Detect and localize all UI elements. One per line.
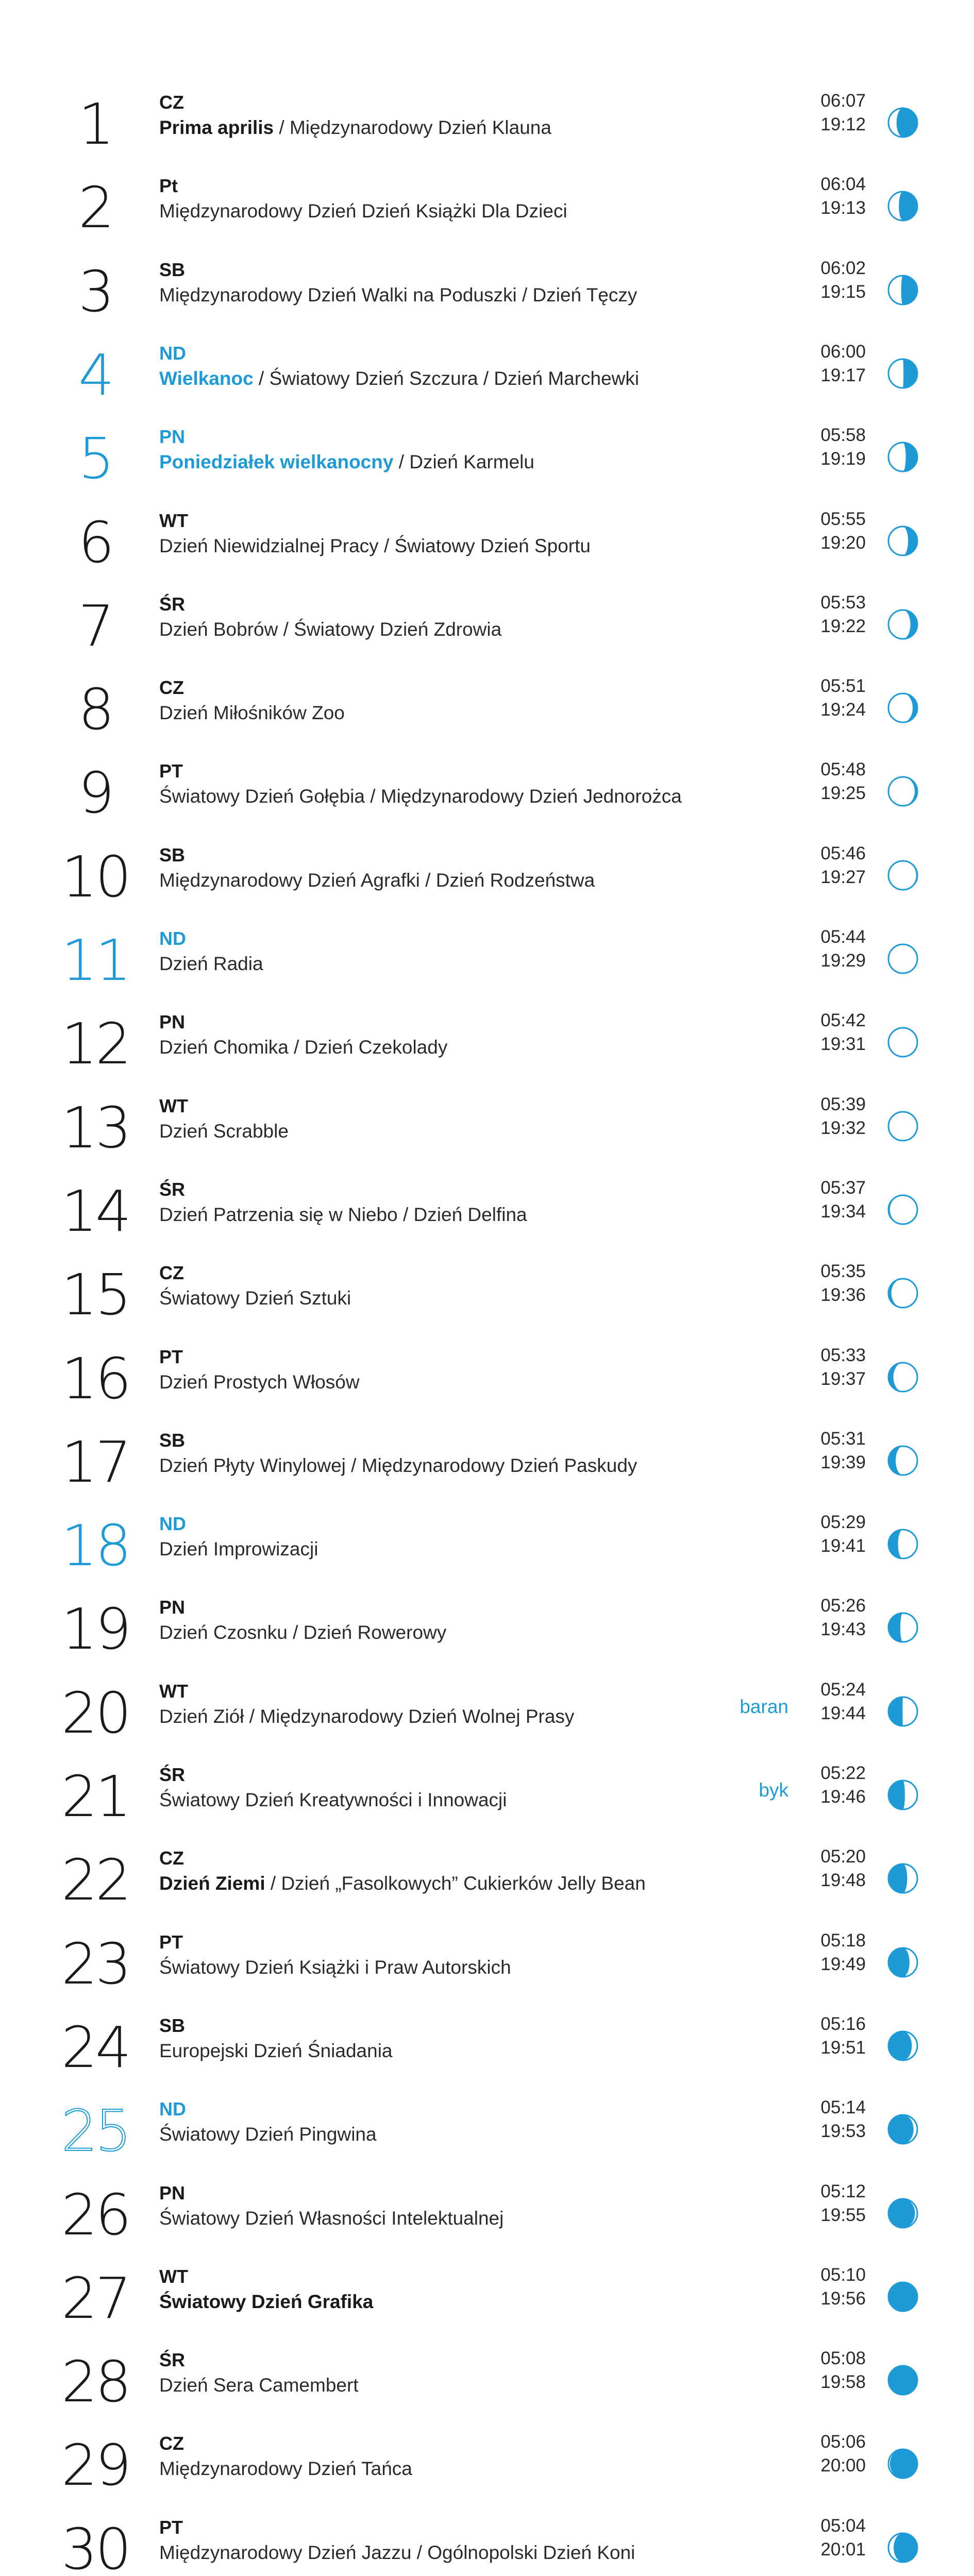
day-row xyxy=(0,1426,974,1509)
observance-text: Dzień Ziół / Międzynarodowy Dzień Wolnej Prasy xyxy=(159,1705,575,1727)
day-row xyxy=(0,2178,974,2261)
day-row xyxy=(0,2011,974,2094)
sunset-time: 19:53 xyxy=(820,2121,866,2142)
sunrise-time: 06:00 xyxy=(820,341,866,362)
moon-phase-icon xyxy=(885,774,920,809)
day-row xyxy=(0,1091,974,1174)
observance-text: Międzynarodowy Dzień Walki na Poduszki / Dzień Tęczy xyxy=(159,284,637,306)
weekday-label: PT xyxy=(159,1931,183,1953)
moon-phase-icon xyxy=(885,2196,920,2231)
observance-text: Światowy Dzień Pingwina xyxy=(159,2124,377,2145)
moon-phase-icon xyxy=(885,1025,920,1060)
sunrise-time: 05:42 xyxy=(820,1010,866,1031)
observance-text: Międzynarodowy Dzień Tańca xyxy=(159,2458,412,2480)
moon-phase-icon xyxy=(885,439,920,474)
day-observances xyxy=(159,1370,360,1394)
day-observances xyxy=(159,116,551,140)
sunset-time: 19:34 xyxy=(820,1201,866,1222)
sunrise-time: 05:24 xyxy=(820,1679,866,1700)
sun-times xyxy=(788,842,866,889)
sunset-time: 19:31 xyxy=(820,1034,866,1055)
day-number: 26 xyxy=(61,2181,129,2248)
day-row xyxy=(0,2513,974,2576)
sunset-time: 19:51 xyxy=(820,2037,866,2058)
sunset-time: 19:44 xyxy=(820,1703,866,1723)
sunrise-time: 05:08 xyxy=(820,2348,866,2369)
day-number: 14 xyxy=(61,1178,129,1244)
sunrise-time: 05:51 xyxy=(820,676,866,697)
day-row xyxy=(0,1509,974,1592)
day-observances xyxy=(159,618,501,641)
day-number: 16 xyxy=(61,1345,129,1412)
day-number: 15 xyxy=(61,1262,129,1328)
sun-times xyxy=(788,758,866,805)
moon-phase-icon xyxy=(885,1192,920,1227)
observance-text: Dzień Radia xyxy=(159,953,263,974)
day-row xyxy=(0,756,974,839)
sunrise-time: 05:12 xyxy=(820,2181,866,2201)
observance-text: / Międzynarodowy Dzień Klauna xyxy=(274,117,551,138)
weekday-label: ŚR xyxy=(159,1178,186,1200)
sunrise-time: 05:58 xyxy=(820,425,866,446)
moon-phase-icon xyxy=(885,1777,920,1812)
day-row xyxy=(0,589,974,672)
sunset-time: 19:55 xyxy=(820,2205,866,2225)
observance-text: Światowy Dzień Sztuki xyxy=(159,1287,351,1309)
moon-phase-icon xyxy=(885,690,920,725)
day-row xyxy=(0,1843,974,1926)
moon-phase-icon xyxy=(885,2279,920,2314)
weekday-label: PT xyxy=(159,760,183,782)
moon-phase-icon xyxy=(885,941,920,976)
day-number: 3 xyxy=(78,258,112,325)
day-row xyxy=(0,2262,974,2345)
sun-times xyxy=(788,340,866,387)
sun-times xyxy=(788,257,866,304)
sunrise-time: 05:29 xyxy=(820,1512,866,1533)
observance-text: Dzień Czosnku / Dzień Rowerowy xyxy=(159,1622,447,1643)
day-row xyxy=(0,2094,974,2177)
day-observances xyxy=(159,1537,318,1561)
day-observances xyxy=(159,534,591,558)
sunrise-time: 05:48 xyxy=(820,759,866,780)
sunset-time: 19:27 xyxy=(820,867,866,887)
sun-times xyxy=(788,2096,866,2143)
observance-text: Europejski Dzień Śniadania xyxy=(159,2040,393,2061)
day-observances xyxy=(159,2457,412,2481)
moon-phase-icon xyxy=(885,1527,920,1562)
sun-times xyxy=(788,1093,866,1140)
observance-text: Dzień Patrzenia się w Niebo / Dzień Delfina xyxy=(159,1204,527,1225)
day-observances xyxy=(159,1036,447,1059)
sunrise-time: 05:18 xyxy=(820,1930,866,1951)
day-number: 23 xyxy=(61,1930,129,1997)
sunset-time: 19:39 xyxy=(820,1452,866,1472)
sunset-time: 19:29 xyxy=(820,951,866,971)
observance-text: / Dzień Karmelu xyxy=(393,451,534,473)
day-number: 10 xyxy=(61,843,129,910)
observance-text: Dzień Bobrów / Światowy Dzień Zdrowia xyxy=(159,618,502,640)
sun-times xyxy=(788,423,866,471)
day-observances xyxy=(159,952,263,976)
sun-times xyxy=(788,1427,866,1475)
weekday-label: ND xyxy=(159,1513,186,1535)
day-number: 19 xyxy=(61,1596,129,1663)
weekday-label: Pt xyxy=(159,175,178,197)
day-number: 12 xyxy=(61,1011,129,1077)
day-number: 1 xyxy=(78,91,112,157)
observance-text: / Dzień „Fasolkowych” Cukierków Jelly Bean xyxy=(265,1873,646,1894)
day-observances xyxy=(159,1286,351,1310)
observance-text: Międzynarodowy Dzień Jazzu / Ogólnopolski Dzień Koni xyxy=(159,2541,635,2563)
weekday-label: WT xyxy=(159,1680,188,1702)
day-observances xyxy=(159,1705,574,1728)
sunrise-time: 05:04 xyxy=(820,2515,866,2536)
moon-phase-icon xyxy=(885,2530,920,2565)
observance-text: Światowy Dzień Kreatywności i Innowacji xyxy=(159,1789,507,1810)
day-number: 18 xyxy=(61,1513,129,1579)
weekday-label: WT xyxy=(159,1095,188,1116)
sunrise-time: 05:53 xyxy=(820,592,866,613)
weekday-label: ND xyxy=(159,2098,186,2120)
day-observances xyxy=(159,1621,446,1645)
sunrise-time: 05:33 xyxy=(820,1345,866,1365)
sunrise-time: 05:46 xyxy=(820,843,866,863)
sunset-time: 19:19 xyxy=(820,449,866,469)
sunrise-time: 06:02 xyxy=(820,258,866,278)
day-row xyxy=(0,255,974,338)
weekday-label: ŚR xyxy=(159,1764,186,1785)
sun-times xyxy=(788,2012,866,2060)
day-row xyxy=(0,673,974,756)
sunset-time: 19:48 xyxy=(820,1870,866,1891)
day-number: 20 xyxy=(61,1680,129,1746)
moon-phase-icon xyxy=(885,858,920,893)
sunset-time: 19:15 xyxy=(820,281,866,302)
sun-times xyxy=(788,1176,866,1224)
day-observances xyxy=(159,1203,527,1227)
sun-times xyxy=(788,507,866,555)
moon-phase-icon xyxy=(885,523,920,558)
moon-phase-icon xyxy=(885,607,920,642)
sunset-time: 19:49 xyxy=(820,1954,866,1974)
weekday-label: PN xyxy=(159,1597,186,1618)
day-number: 25 xyxy=(61,2098,129,2164)
sun-times xyxy=(788,2347,866,2394)
sunrise-time: 05:20 xyxy=(820,1846,866,1867)
weekday-label: CZ xyxy=(159,677,184,699)
sun-times xyxy=(788,1511,866,1558)
day-row xyxy=(0,2429,974,2512)
day-row xyxy=(0,1175,974,1258)
sunrise-time: 05:35 xyxy=(820,1261,866,1282)
sunset-time: 19:22 xyxy=(820,616,866,636)
observance-text: Światowy Dzień Gołębia / Międzynarodowy Dzień Jednorożca xyxy=(159,786,682,807)
day-row xyxy=(0,840,974,923)
day-row xyxy=(0,1592,974,1675)
zodiac-sign: baran xyxy=(740,1696,788,1717)
day-number: 13 xyxy=(61,1094,129,1161)
day-observances xyxy=(159,367,639,391)
day-observances xyxy=(159,2207,503,2230)
day-row xyxy=(0,2345,974,2428)
moon-phase-icon xyxy=(885,1109,920,1144)
day-observances xyxy=(159,869,595,892)
weekday-label: PN xyxy=(159,2182,186,2204)
day-number: 17 xyxy=(61,1429,129,1495)
observance-text: / Światowy Dzień Szczura / Dzień Marchewki xyxy=(253,367,640,389)
day-observances xyxy=(159,283,637,307)
moon-phase-icon xyxy=(885,189,920,224)
moon-phase-icon xyxy=(885,2028,920,2063)
weekday-label: PT xyxy=(159,2516,183,2538)
day-number: 29 xyxy=(61,2432,129,2499)
weekday-label: ND xyxy=(159,342,186,364)
weekday-label: CZ xyxy=(159,2433,184,2454)
moon-phase-icon xyxy=(885,1945,920,1980)
day-observances xyxy=(159,199,567,223)
moon-phase-icon xyxy=(885,105,920,140)
observance-highlight: Dzień Ziemi xyxy=(159,1873,265,1894)
day-observances xyxy=(159,1454,637,1478)
observance-text: Dzień Prostych Włosów xyxy=(159,1371,360,1393)
observance-text: Dzień Chomika / Dzień Czekolady xyxy=(159,1037,448,1058)
observance-text: Dzień Improwizacji xyxy=(159,1538,318,1560)
sunrise-time: 05:22 xyxy=(820,1763,866,1783)
moon-phase-icon xyxy=(885,1443,920,1478)
sunset-time: 19:32 xyxy=(820,1117,866,1138)
weekday-label: SB xyxy=(159,844,186,866)
day-number: 2 xyxy=(78,175,112,241)
sunset-time: 20:01 xyxy=(820,2539,866,2560)
day-row xyxy=(0,1007,974,1090)
moon-phase-icon xyxy=(885,1610,920,1645)
observance-highlight: Prima aprilis xyxy=(159,117,274,138)
day-number: 24 xyxy=(61,2014,129,2080)
weekday-label: ŚR xyxy=(159,2349,186,2371)
weekday-label: ND xyxy=(159,928,186,949)
sunrise-time: 06:07 xyxy=(820,91,866,111)
observance-text: Światowy Dzień Własności Intelektualnej xyxy=(159,2207,504,2229)
weekday-label: WT xyxy=(159,2265,188,2287)
observance-text: Międzynarodowy Dzień Agrafki / Dzień Rodzeństwa xyxy=(159,869,595,891)
sunset-time: 19:56 xyxy=(820,2288,866,2309)
weekday-label: PN xyxy=(159,1011,186,1033)
day-row xyxy=(0,338,974,421)
sun-times xyxy=(788,1009,866,1056)
weekday-label: PN xyxy=(159,426,186,448)
sunrise-time: 05:31 xyxy=(820,1428,866,1449)
weekday-label: PT xyxy=(159,1346,183,1367)
day-row xyxy=(0,171,974,254)
sunset-time: 19:36 xyxy=(820,1285,866,1306)
sunset-time: 19:13 xyxy=(820,198,866,218)
day-row xyxy=(0,506,974,589)
sun-times xyxy=(788,1761,866,1809)
sunrise-time: 05:16 xyxy=(820,2013,866,2034)
sunrise-time: 05:26 xyxy=(820,1596,866,1616)
sun-times xyxy=(788,1845,866,1892)
day-number: 30 xyxy=(61,2516,129,2576)
day-number: 4 xyxy=(78,342,112,408)
weekday-label: CZ xyxy=(159,92,184,113)
observance-highlight: Poniedziałek wielkanocny xyxy=(159,451,394,473)
sun-times xyxy=(788,1678,866,1725)
sunset-time: 19:24 xyxy=(820,700,866,720)
sun-times xyxy=(788,674,866,722)
day-observances xyxy=(159,2290,373,2314)
day-observances xyxy=(159,1956,511,1979)
day-observances xyxy=(159,2541,635,2565)
day-observances xyxy=(159,785,682,808)
sunset-time: 19:46 xyxy=(820,1787,866,1807)
day-number: 9 xyxy=(78,760,112,826)
sunset-time: 19:12 xyxy=(820,114,866,134)
day-number: 11 xyxy=(61,927,129,993)
moon-phase-icon xyxy=(885,2446,920,2481)
sunset-time: 19:41 xyxy=(820,1536,866,1556)
day-number: 8 xyxy=(78,676,112,743)
weekday-label: ŚR xyxy=(159,593,186,615)
sunset-time: 19:37 xyxy=(820,1368,866,1389)
observance-highlight: Światowy Dzień Grafika xyxy=(159,2291,374,2312)
day-observances xyxy=(159,450,534,474)
zodiac-sign: byk xyxy=(759,1780,788,1801)
sun-times xyxy=(788,925,866,973)
sun-times xyxy=(788,1260,866,1307)
weekday-label: SB xyxy=(159,2014,186,2036)
sunset-time: 19:58 xyxy=(820,2372,866,2393)
sun-times xyxy=(788,1929,866,1976)
day-number: 28 xyxy=(61,2349,129,2415)
weekday-label: CZ xyxy=(159,1848,184,1869)
moon-phase-icon xyxy=(885,2112,920,2147)
sun-times xyxy=(788,173,866,220)
observance-text: Międzynarodowy Dzień Dzień Książki Dla Dzieci xyxy=(159,200,567,222)
day-number: 27 xyxy=(61,2265,129,2331)
sun-times xyxy=(788,591,866,638)
day-number: 7 xyxy=(78,592,112,659)
sunrise-time: 05:39 xyxy=(820,1094,866,1114)
sunset-time: 20:00 xyxy=(820,2455,866,2476)
day-observances xyxy=(159,2123,377,2146)
day-row xyxy=(0,1676,974,1759)
sunrise-time: 05:55 xyxy=(820,509,866,529)
sunset-time: 19:20 xyxy=(820,532,866,553)
day-row xyxy=(0,1342,974,1425)
moon-phase-icon xyxy=(885,2363,920,2398)
sun-times xyxy=(788,2514,866,2562)
day-number: 5 xyxy=(78,426,112,492)
sun-times xyxy=(788,1594,866,1641)
sun-times xyxy=(788,2263,866,2311)
weekday-label: SB xyxy=(159,259,186,280)
day-row xyxy=(0,1258,974,1341)
moon-phase-icon xyxy=(885,1694,920,1729)
sunset-time: 19:25 xyxy=(820,783,866,804)
moon-phase-icon xyxy=(885,356,920,391)
sunset-time: 19:17 xyxy=(820,365,866,385)
weekday-label: CZ xyxy=(159,1262,184,1284)
sunrise-time: 05:44 xyxy=(820,927,866,947)
day-row xyxy=(0,88,974,171)
sun-times xyxy=(788,1344,866,1391)
day-observances xyxy=(159,1788,507,1812)
sunset-time: 19:43 xyxy=(820,1619,866,1640)
day-row xyxy=(0,924,974,1007)
sun-times xyxy=(788,2180,866,2227)
day-row xyxy=(0,422,974,505)
day-observances xyxy=(159,2374,359,2397)
moon-phase-icon xyxy=(885,1276,920,1311)
day-observances xyxy=(159,1120,289,1143)
moon-phase-icon xyxy=(885,1360,920,1395)
moon-phase-icon xyxy=(885,273,920,308)
day-number: 21 xyxy=(61,1764,129,1829)
weekday-label: WT xyxy=(159,510,188,531)
observance-highlight: Wielkanoc xyxy=(159,367,254,389)
day-number: 22 xyxy=(61,1847,129,1913)
observance-text: Dzień Płyty Winylowej / Międzynarodowy Dzień Paskudy xyxy=(159,1454,637,1476)
observance-text: Dzień Miłośników Zoo xyxy=(159,702,345,724)
sunrise-time: 05:10 xyxy=(820,2264,866,2285)
observance-text: Dzień Sera Camembert xyxy=(159,2375,359,2396)
sun-times xyxy=(788,89,866,137)
observance-text: Dzień Niewidzialnej Pracy / Światowy Dzień Sportu xyxy=(159,535,591,556)
observance-text: Światowy Dzień Książki i Praw Autorskich xyxy=(159,1956,511,1978)
sunrise-time: 05:37 xyxy=(820,1177,866,1198)
sunrise-time: 05:14 xyxy=(820,2097,866,2118)
sunrise-time: 06:04 xyxy=(820,174,866,195)
day-row xyxy=(0,1760,974,1843)
day-row xyxy=(0,1927,974,2010)
moon-phase-icon xyxy=(885,1861,920,1896)
observance-text: Dzień Scrabble xyxy=(159,1120,289,1142)
day-observances xyxy=(159,2039,393,2063)
day-observances xyxy=(159,701,345,725)
weekday-label: SB xyxy=(159,1429,186,1451)
day-observances xyxy=(159,1872,646,1895)
day-number: 6 xyxy=(78,509,112,575)
sunrise-time: 05:06 xyxy=(820,2432,866,2452)
sun-times xyxy=(788,2430,866,2478)
